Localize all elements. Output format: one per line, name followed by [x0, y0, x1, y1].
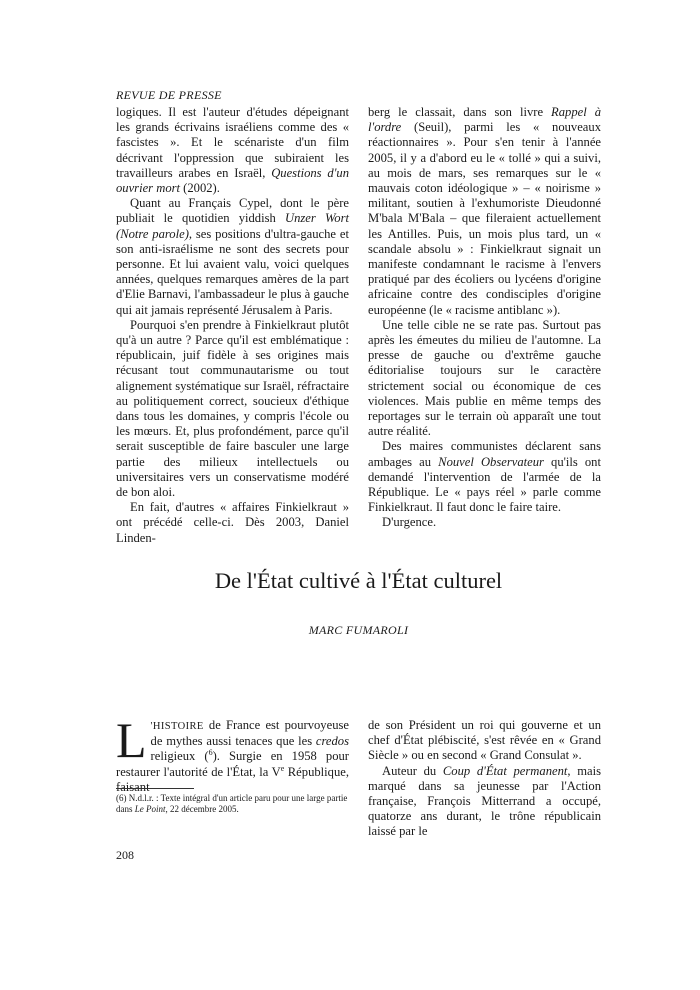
article-title: De l'État cultivé à l'État culturel — [214, 568, 503, 593]
text-run: Auteur du — [382, 763, 437, 778]
paragraph — [116, 105, 349, 196]
text-run: République, faisant — [116, 764, 349, 794]
page-number: 208 — [116, 848, 134, 862]
footnote-date: , 22 décembre 2005. — [165, 804, 239, 814]
footnote-ref: 6 — [208, 748, 213, 758]
paragraph — [116, 196, 349, 318]
book-title: Coup d'État permanent — [442, 763, 568, 778]
newspaper-title: Unzer Wort (Notre parole) — [116, 211, 350, 241]
text-run: (Seuil), parmi les « nouveaux réactionnaires ». Pour s'en tenir à l'année 2005, il y a d'abord eu le « tollé » qui a suivi, au mois de mars, ses remarques sur le « mauvais coton idéologique » – « noirisme » militant, soutien à l'exhumoriste Dieudonné M'bala M'Bala – que fileraient actuellement les Antilles. Puis, un mois plus tard, un « scandale absolu » : Finkielkraut signait un manifeste condamnant le racisme à l'envers pratiqué par des écoliers ou lycéens d'origine africaine contre des condisciples d'origine européenne (le « racisme antiblanc »). — [368, 120, 601, 317]
previous-article-column-right — [368, 105, 601, 531]
paragraph: de son Président un roi qui gouverne et un chef d'État plébiscité, s'est rêvée en « Grand Siècle » ou en second « Grand Consulat ». — [368, 718, 601, 763]
paragraph — [368, 764, 601, 840]
opening-paragraph — [116, 712, 350, 795]
footnote-rule — [116, 788, 194, 789]
text-run: , mais marqué dans sa jeunesse par l'Action française, François Mitterrand a occupé, quatorze ans durant, le trône républicain laissé par le — [368, 763, 601, 839]
paragraph — [368, 105, 601, 318]
magazine-title: Nouvel Observateur — [438, 454, 544, 469]
previous-article-column-left — [116, 105, 349, 546]
drop-cap: L — [116, 712, 147, 768]
text-run: (2002). — [183, 181, 220, 196]
italic-word: credos — [315, 734, 349, 749]
book-title: Rappel à l'ordre — [368, 105, 602, 135]
text-run: qu'ils ont demandé l'intervention de l'armée de la République. Le « pays réel » parle comme Finkielkraut. Il faut donc le faire taire. — [368, 454, 601, 515]
film-title: Questions d'un ouvrier mort — [116, 165, 349, 196]
text-run: , ses positions d'ultra-gauche et son anti-israélisme ne sont des secrets pour personne. Et lui avaient valu, voici quelques années, quelques remarques amères de la part d'Elie Barnavi, l'ambassadeur le plus à gauche qui ait jamais représenté Jérusalem à Paris. — [116, 226, 349, 317]
paragraph: Une telle cible ne se rate pas. Surtout pas après les émeutes du milieu de l'automne. La presse de gauche ou d'extrême gauche éditorialise toujours sur le caractère strictement social ou économique de ces violences. Mais publie en même temps des reportages sur le terrain où apparaît une tout autre réalité. — [368, 317, 601, 439]
footnote-source: Le Point — [134, 804, 166, 814]
ordinal-superscript: e — [280, 763, 285, 773]
small-caps-word: 'HISTOIRE — [150, 721, 204, 732]
text-run: de France est pourvoyeuse de mythes aussi tenaces que les — [150, 718, 349, 749]
paragraph — [368, 439, 601, 515]
footnote-text: (6) N.d.l.r. : Texte intégral d'un article paru pour une large partie dans — [116, 793, 348, 814]
article-column-right — [368, 718, 601, 840]
text-run: Des maires communistes déclarent sans ambages au — [368, 439, 601, 469]
footnote — [116, 793, 349, 815]
text-run: ). Surgie en 1958 pour restaurer l'autorité de l'État, la V — [116, 749, 350, 779]
paragraph: Pourquoi s'en prendre à Finkielkraut plutôt qu'à un autre ? Parce qu'il est emblématique : républicain, juif fidèle à ses origines mais récusant tout communautarisme ou tout alignement systématique sur Israël, réfractaire au politiquement correct, soucieux d'éthique dans tous les domaines, y compris l'école ou les mœurs. Et, plus profondément, parce qu'il serait susceptible de faire basculer une large partie des milieux intellectuels ou universitaires vers un conservatisme modéré de bon aloi. — [116, 317, 349, 500]
article-author: MARC FUMAROLI — [308, 623, 409, 637]
article-column-left — [116, 712, 350, 795]
paragraph: En fait, d'autres « affaires Finkielkraut » ont précédé celle-ci. Dès 2003, Daniel Linden- — [116, 500, 349, 545]
paragraph: D'urgence. — [382, 515, 437, 530]
running-head: REVUE DE PRESSE — [116, 88, 222, 102]
text-run: religieux ( — [150, 749, 209, 764]
text-run: Quant au Français Cypel, dont le père publiait le quotidien yiddish — [116, 196, 349, 226]
text-run: berg le classait, dans son livre — [368, 105, 544, 119]
text-run: logiques. Il est l'auteur d'études dépeignant les grands écrivains israéliens comme des « fascistes ». Et le scénariste d'un film décrivant l'oppression que subiraient les travailleurs arabes en Israël, — [116, 105, 349, 180]
